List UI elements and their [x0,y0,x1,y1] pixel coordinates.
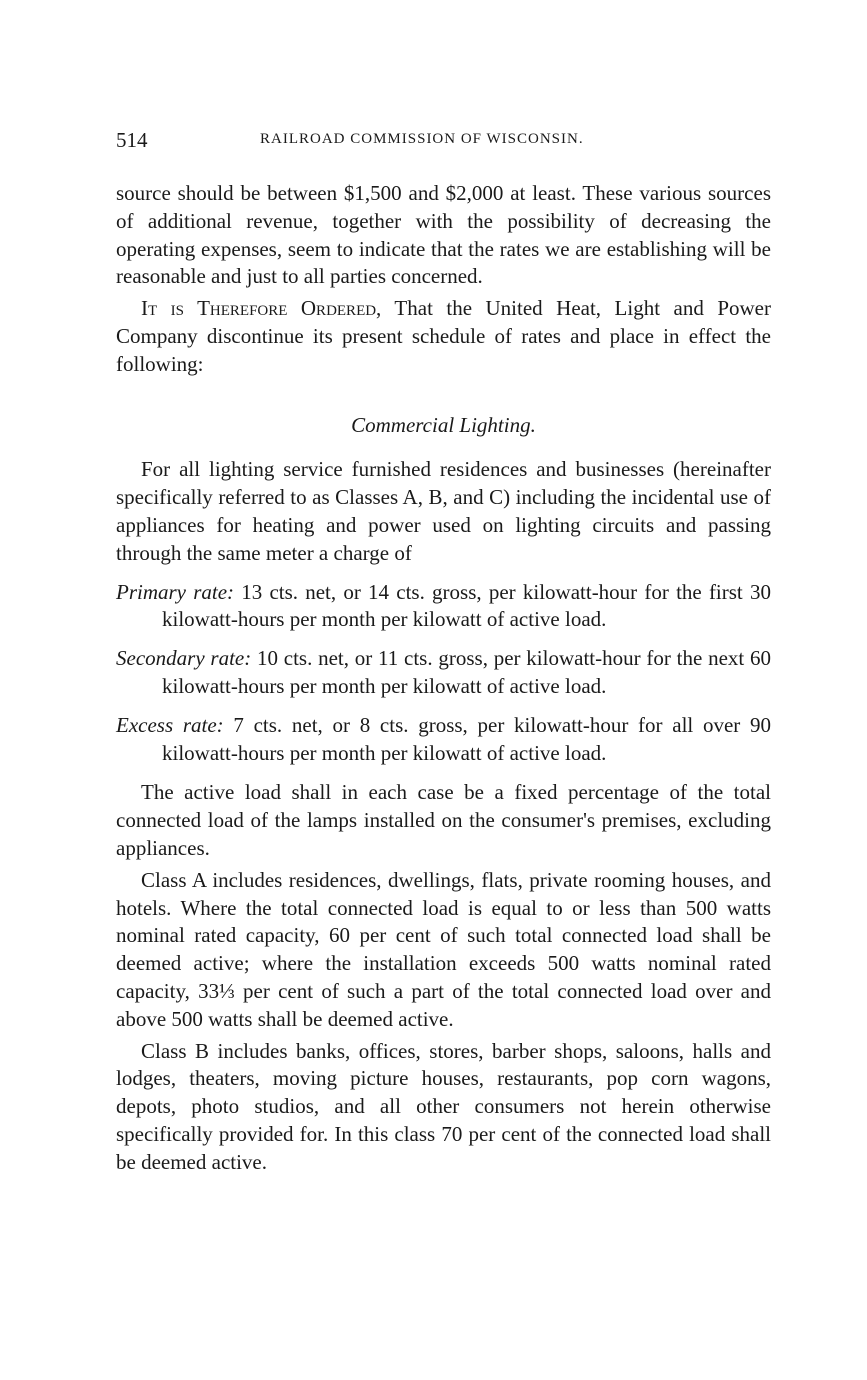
primary-rate-label: Primary rate: [116,579,235,604]
primary-rate [116,579,771,635]
paragraph-active-load: The active load shall in each case be a fixed percentage of the total connected load of the lamps installed on the consumer's premises, excluding appliances. [116,780,771,860]
page-number: 514 [116,128,148,152]
paragraph-class-a: Class A includes residences, dwellings, flats, private rooming houses, and hotels. Where the total connected load is equal to or less than 500 watts nominal rated capacity, 60 per cent of such total connected load shall be deemed active; where the installation exceeds 500 watts nominal rated capacity, 33⅓ per cent of such a part of the total connected load over and above 500 watts shall be deemed active. [116,867,771,1031]
excess-rate [116,712,771,768]
excess-rate-label: Excess rate: [116,712,224,737]
body-text [116,180,771,1177]
primary-rate-text: 13 cts. net, or 14 cts. gross, per kilowatt-hour for the first 30 kilowatt-hours per month per kilowatt of active load. [162,579,771,632]
secondary-rate [116,645,771,701]
secondary-rate-label: Secondary rate: [116,646,252,671]
excess-rate-text: 7 cts. net, or 8 cts. gross, per kilowatt-hour for all over 90 kilowatt-hours per month per kilowatt of active load. [162,712,771,765]
paragraph-order [116,295,771,378]
order-lead: It is Therefore Ordered, [141,296,382,321]
order-text: That the United Heat, Light and Power Company discontinue its present schedule of rates and place in effect the following: [116,296,771,376]
running-title: RAILROAD COMMISSION OF WISCONSIN. [260,131,584,147]
secondary-rate-text: 10 cts. net, or 11 cts. gross, per kilowatt-hour for the next 60 kilowatt-hours per month per kilowatt of active load. [162,646,771,698]
page-header [116,128,771,152]
paragraph-lighting-service: For all lighting service furnished residences and businesses (hereinafter specifically referred to as Classes A, B, and C) including the incidental use of appliances for heating and power used on lighting circuits and passing through the same meter a charge of [116,457,771,565]
paragraph-class-b: Class B includes banks, offices, stores, barber shops, saloons, halls and lodges, theaters, moving picture houses, restaurants, pop corn wagons, depots, photo studios, and all other consumers not herein otherwise specifically provided for. In this class 70 per cent of the connected load shall be deemed active. [116,1038,771,1174]
paragraph-continuation: source should be between $1,500 and $2,000 at least. These various sources of additional revenue, together with the possibility of decreasing the operating expenses, seem to indicate that the rates we are establishing will be reasonable and just to all parties concerned. [116,181,771,289]
section-heading: Commercial Lighting. [351,412,536,437]
